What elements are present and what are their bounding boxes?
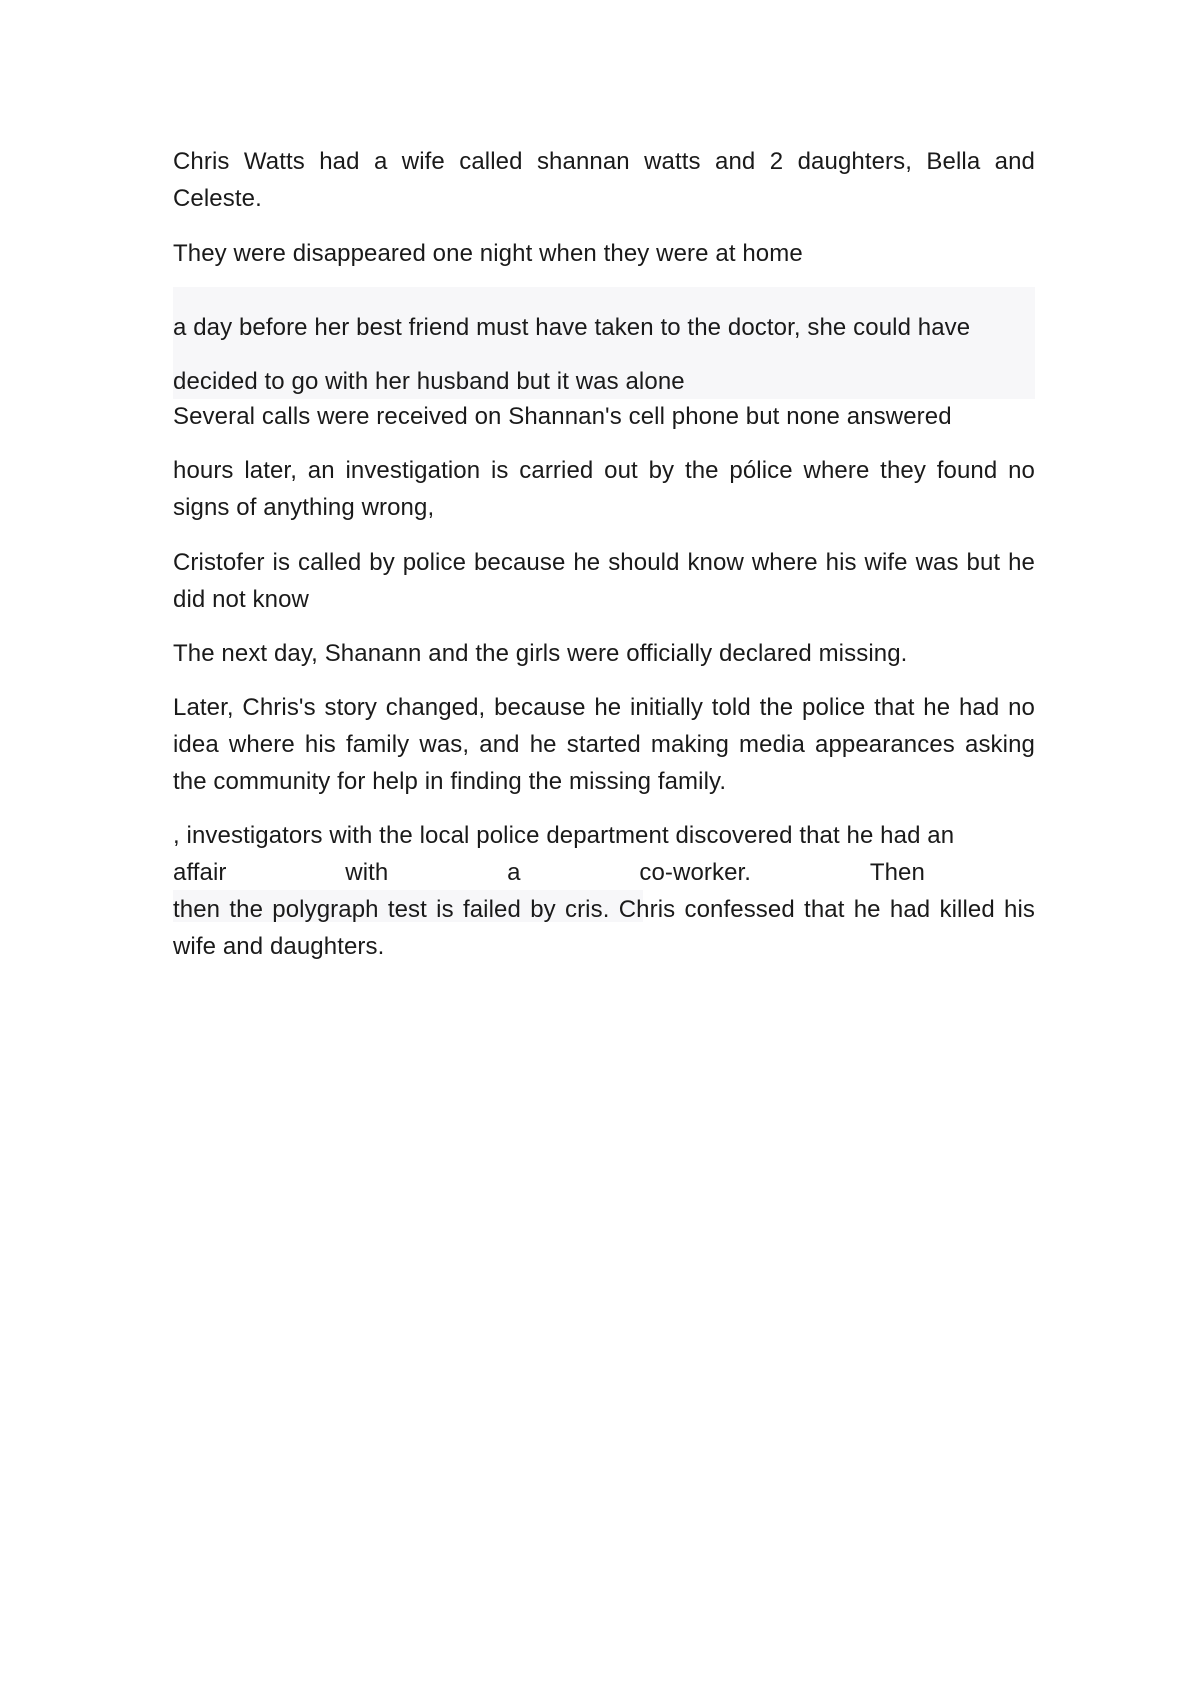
word: co-worker. xyxy=(639,859,752,886)
paragraph-affair xyxy=(173,817,1035,965)
word: Then xyxy=(869,859,925,886)
word: with xyxy=(345,859,389,886)
text-line-justified xyxy=(173,854,925,891)
word: a xyxy=(507,859,521,886)
word: affair xyxy=(173,859,227,886)
paragraph-calls: Several calls were received on Shannan's cell phone but none answered xyxy=(173,403,952,430)
paragraph-investigation: hours later, an investigation is carried out by the pólice where they found no signs of anything wrong, xyxy=(173,457,1035,521)
paragraph-intro: Chris Watts had a wife called shannan watts and 2 daughters, Bella and Celeste. xyxy=(173,148,1035,212)
paragraph-day-before xyxy=(173,309,1035,400)
text-block: then the polygraph test is failed by cris. Chris confessed that he had killed his wife and daughters. xyxy=(173,896,1035,960)
paragraph-story-changed: Later, Chris's story changed, because he initially told the police that he had no idea where his family was, and he started making media appearances asking the community for help in finding the missing family. xyxy=(173,694,1035,795)
paragraph-disappearance: They were disappeared one night when they were at home xyxy=(173,240,803,267)
paragraph-missing: The next day, Shanann and the girls were officially declared missing. xyxy=(173,640,908,667)
paragraph-cristofer: Cristofer is called by police because he should know where his wife was but he did not know xyxy=(173,549,1035,613)
text-line: decided to go with her husband but it was alone xyxy=(173,368,685,395)
text-line: a day before her best friend must have taken to the doctor, she could have xyxy=(173,314,971,341)
text-line: , investigators with the local police department discovered that he had an xyxy=(173,822,955,849)
